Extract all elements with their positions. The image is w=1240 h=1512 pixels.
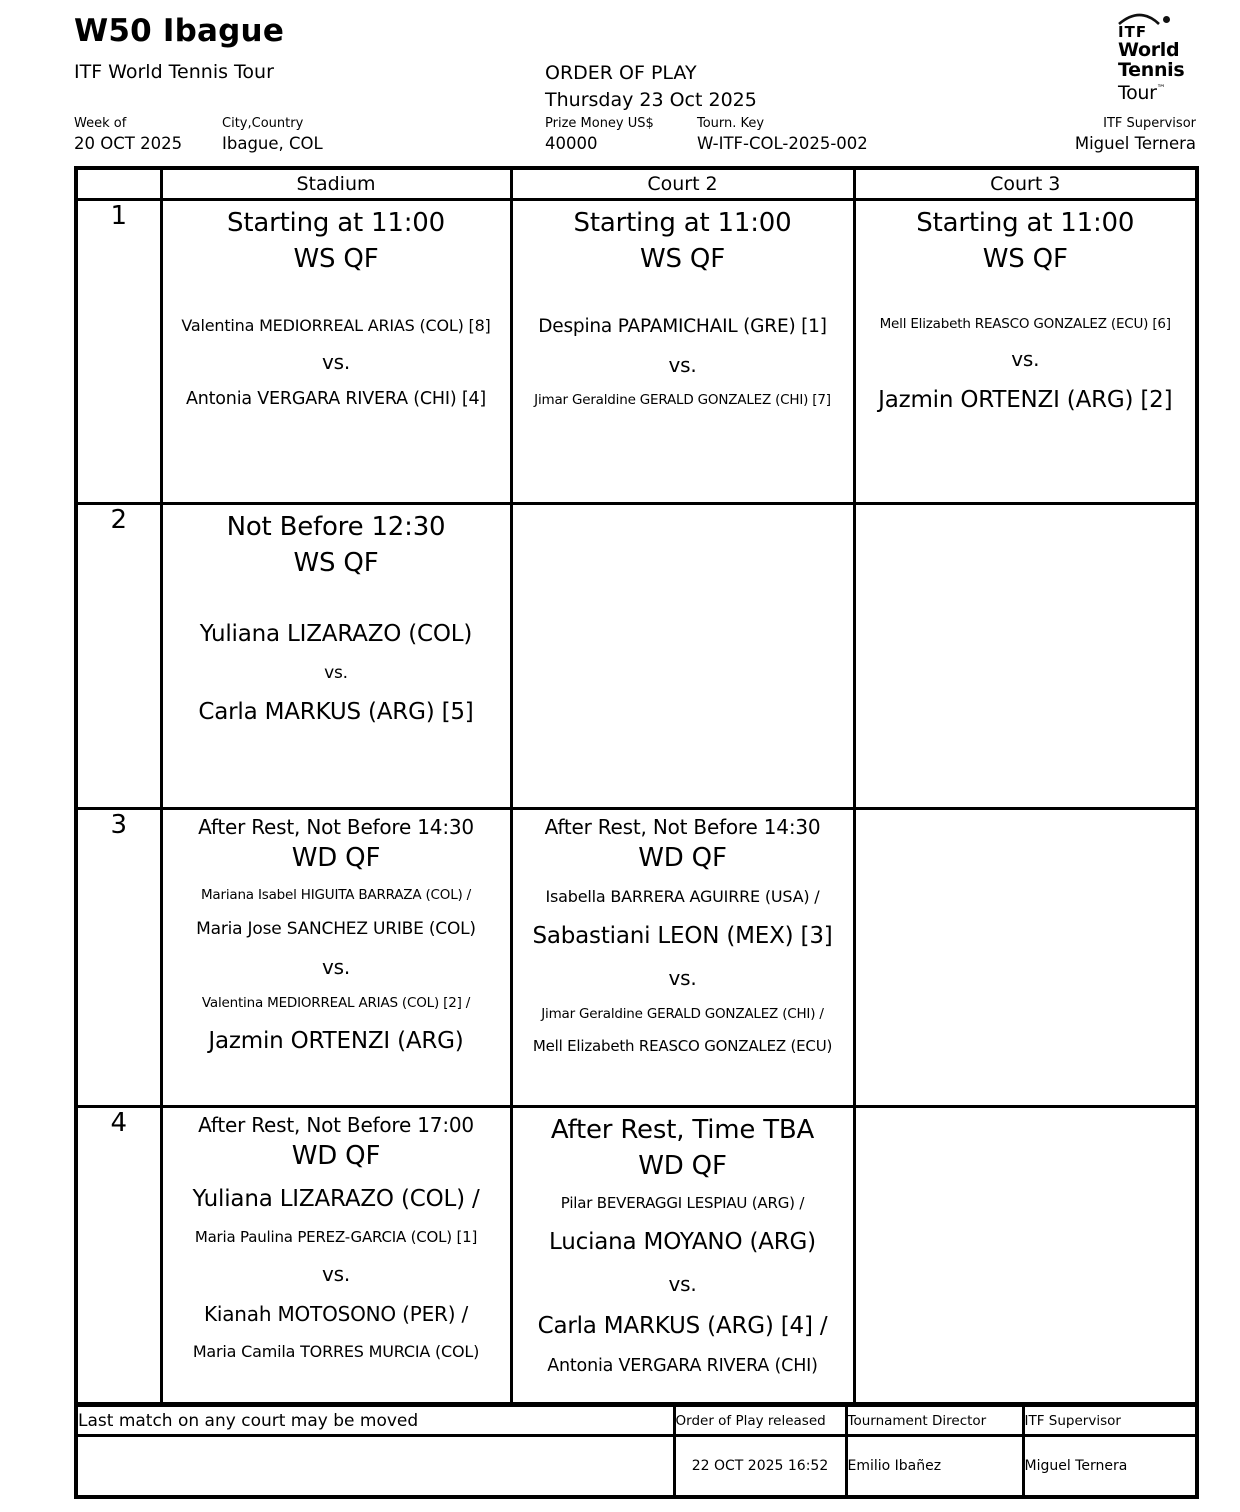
footer-table <box>74 1403 1199 1499</box>
schedule-cell <box>161 809 511 1107</box>
match-time: Starting at 11:00 <box>573 208 792 238</box>
director-value: Emilio Ibañez <box>846 1436 1023 1498</box>
info-label: Week of <box>74 116 127 131</box>
schedule-cell <box>854 809 1197 1107</box>
schedule-cell <box>161 200 511 504</box>
match-event: WS QF <box>293 548 379 578</box>
match-block <box>163 810 510 1056</box>
column-header-1: Court 2 <box>511 168 854 200</box>
row-number: 4 <box>76 1107 161 1404</box>
match-teams <box>163 886 510 1056</box>
column-header-0: Stadium <box>161 168 511 200</box>
match-event: WD QF <box>638 843 727 873</box>
info-itf-supervisor <box>1075 115 1196 155</box>
itf-world-tennis-tour-logo <box>1118 15 1208 104</box>
match-event: WD QF <box>638 1151 727 1181</box>
match-block <box>856 201 1196 415</box>
supervisor-label: ITF Supervisor <box>1023 1405 1197 1436</box>
order-of-play-title: ORDER OF PLAY <box>545 62 697 84</box>
schedule-cell <box>854 504 1197 809</box>
match-teams <box>513 1194 853 1378</box>
match-teams <box>163 619 510 727</box>
match-block <box>163 201 510 411</box>
info-value: 40000 <box>545 134 598 153</box>
player-line: Mell Elizabeth REASCO GONZALEZ (ECU) [6] <box>879 316 1171 332</box>
info-value: Miguel Ternera <box>1074 134 1196 153</box>
player-line: Jazmin ORTENZI (ARG) <box>208 1028 464 1054</box>
vs-label: vs. <box>668 966 697 990</box>
schedule-header <box>76 168 1197 200</box>
player-line: Mariana Isabel HIGUITA BARRAZA (COL) / <box>200 887 472 903</box>
player-line: Pilar BEVERAGGI LESPIAU (ARG) / <box>560 1194 805 1212</box>
info-label: Prize Money US$ <box>545 116 654 131</box>
player-line: Jimar Geraldine GERALD GONZALEZ (CHI) [7] <box>534 392 831 408</box>
vs-label: vs. <box>324 663 348 683</box>
player-line: Kianah MOTOSONO (PER) / <box>203 1302 469 1326</box>
player-line: Sabastiani LEON (MEX) [3] <box>532 923 833 949</box>
player-line: Luciana MOYANO (ARG) <box>549 1229 816 1255</box>
director-label: Tournament Director <box>846 1405 1023 1436</box>
schedule-cell <box>161 1107 511 1404</box>
info-label: City,Country <box>222 116 304 131</box>
trademark-symbol: ™ <box>1156 84 1166 94</box>
player-line: Antonia VERGARA RIVERA (CHI) [4] <box>185 389 487 409</box>
match-event: WS QF <box>293 244 379 274</box>
player-line: Mell Elizabeth REASCO GONZALEZ (ECU) <box>532 1037 833 1055</box>
vs-label: vs. <box>321 350 350 374</box>
schedule-area <box>74 166 1199 1406</box>
match-event: WD QF <box>291 1141 381 1171</box>
player-line: Jazmin ORTENZI (ARG) [2] <box>878 387 1173 413</box>
player-line: Valentina MEDIORREAL ARIAS (COL) [8] <box>181 316 491 335</box>
itf-ball-icon <box>1163 16 1170 23</box>
player-line: Maria Camila TORRES MURCIA (COL) <box>192 1342 480 1361</box>
info-week-of <box>74 115 182 155</box>
match-block <box>163 505 510 727</box>
schedule-cell <box>511 504 854 809</box>
match-time: Starting at 11:00 <box>916 208 1135 238</box>
info-value: Ibague, COL <box>222 134 323 153</box>
match-teams <box>513 886 853 1056</box>
schedule-cell <box>511 1107 854 1404</box>
match-event: WS QF <box>982 244 1068 274</box>
player-line: Yuliana LIZARAZO (COL) <box>199 621 473 647</box>
released-label: Order of Play released <box>674 1405 846 1436</box>
match-event: WD QF <box>291 843 381 873</box>
corner-cell <box>76 168 161 200</box>
player-line: Antonia VERGARA RIVERA (CHI) <box>547 1356 818 1376</box>
player-line: Valentina MEDIORREAL ARIAS (COL) [2] / <box>201 995 471 1011</box>
itf-arc-icon <box>1115 12 1165 25</box>
match-teams <box>163 1184 510 1362</box>
match-teams <box>163 315 510 411</box>
schedule-row <box>76 504 1197 809</box>
vs-label: vs. <box>321 955 350 979</box>
player-line: Maria Paulina PEREZ-GARCIA (COL) [1] <box>194 1228 478 1246</box>
info-value: 20 OCT 2025 <box>74 134 183 153</box>
info-label: Tourn. Key <box>697 116 765 131</box>
schedule-cell <box>511 809 854 1107</box>
logo-itf-text: ITF <box>1118 23 1148 41</box>
match-time: After Rest, Not Before 17:00 <box>198 1113 474 1137</box>
vs-label: vs. <box>668 353 697 377</box>
player-line: Yuliana LIZARAZO (COL) / <box>192 1186 480 1212</box>
schedule-cell <box>511 200 854 504</box>
player-line: Jimar Geraldine GERALD GONZALEZ (CHI) / <box>541 1006 824 1022</box>
schedule-cell <box>161 504 511 809</box>
tournament-title: W50 Ibague <box>74 13 285 49</box>
row-number: 3 <box>76 809 161 1107</box>
match-event: WS QF <box>640 244 725 274</box>
schedule-header-row <box>76 168 1197 200</box>
info-tourn-key <box>697 115 868 155</box>
vs-label: vs. <box>668 1272 697 1296</box>
last-match-note: Last match on any court may be moved <box>76 1405 674 1436</box>
info-city-country <box>222 115 323 155</box>
player-line: Despina PAPAMICHAIL (GRE) [1] <box>538 316 827 337</box>
logo-world-text: World <box>1118 39 1180 61</box>
player-line: Isabella BARRERA AGUIRRE (USA) / <box>545 887 820 906</box>
tour-name: ITF World Tennis Tour <box>74 61 274 83</box>
schedule-table <box>74 166 1199 1406</box>
schedule-row <box>76 1107 1197 1404</box>
match-time: After Rest, Not Before 14:30 <box>544 815 821 839</box>
match-time: After Rest, Time TBA <box>550 1115 815 1145</box>
match-block <box>513 1108 853 1378</box>
order-of-play-date: Thursday 23 Oct 2025 <box>545 89 757 111</box>
info-value: W-ITF-COL-2025-002 <box>697 134 868 153</box>
order-of-play-block <box>545 60 757 114</box>
player-line: Carla MARKUS (ARG) [5] <box>198 699 474 725</box>
schedule-row <box>76 809 1197 1107</box>
match-block <box>513 810 853 1056</box>
match-block <box>513 201 853 409</box>
vs-label: vs. <box>1011 347 1040 371</box>
row-number: 2 <box>76 504 161 809</box>
logo-tour-text: Tour™ <box>1118 82 1166 104</box>
vs-label: vs. <box>321 1262 350 1286</box>
match-time: Starting at 11:00 <box>227 208 445 238</box>
match-time: Not Before 12:30 <box>226 512 446 542</box>
column-header-2: Court 3 <box>854 168 1197 200</box>
row-number: 1 <box>76 200 161 504</box>
schedule-cell <box>854 200 1197 504</box>
player-line: Maria Jose SANCHEZ URIBE (COL) <box>196 919 476 939</box>
supervisor-value: Miguel Ternera <box>1023 1436 1197 1498</box>
info-prize-money <box>545 115 654 155</box>
schedule-row <box>76 200 1197 504</box>
footer-empty-cell <box>76 1436 674 1498</box>
logo-tennis-text: Tennis <box>1118 58 1185 81</box>
match-time: After Rest, Not Before 14:30 <box>198 815 474 839</box>
player-line: Carla MARKUS (ARG) [4] / <box>537 1313 828 1339</box>
schedule-body <box>76 200 1197 1404</box>
info-label: ITF Supervisor <box>1103 116 1196 131</box>
released-value: 22 OCT 2025 16:52 <box>674 1436 846 1498</box>
match-teams <box>856 315 1196 415</box>
footer-area <box>74 1403 1199 1499</box>
schedule-cell <box>854 1107 1197 1404</box>
match-teams <box>513 315 853 409</box>
match-block <box>163 1108 510 1362</box>
